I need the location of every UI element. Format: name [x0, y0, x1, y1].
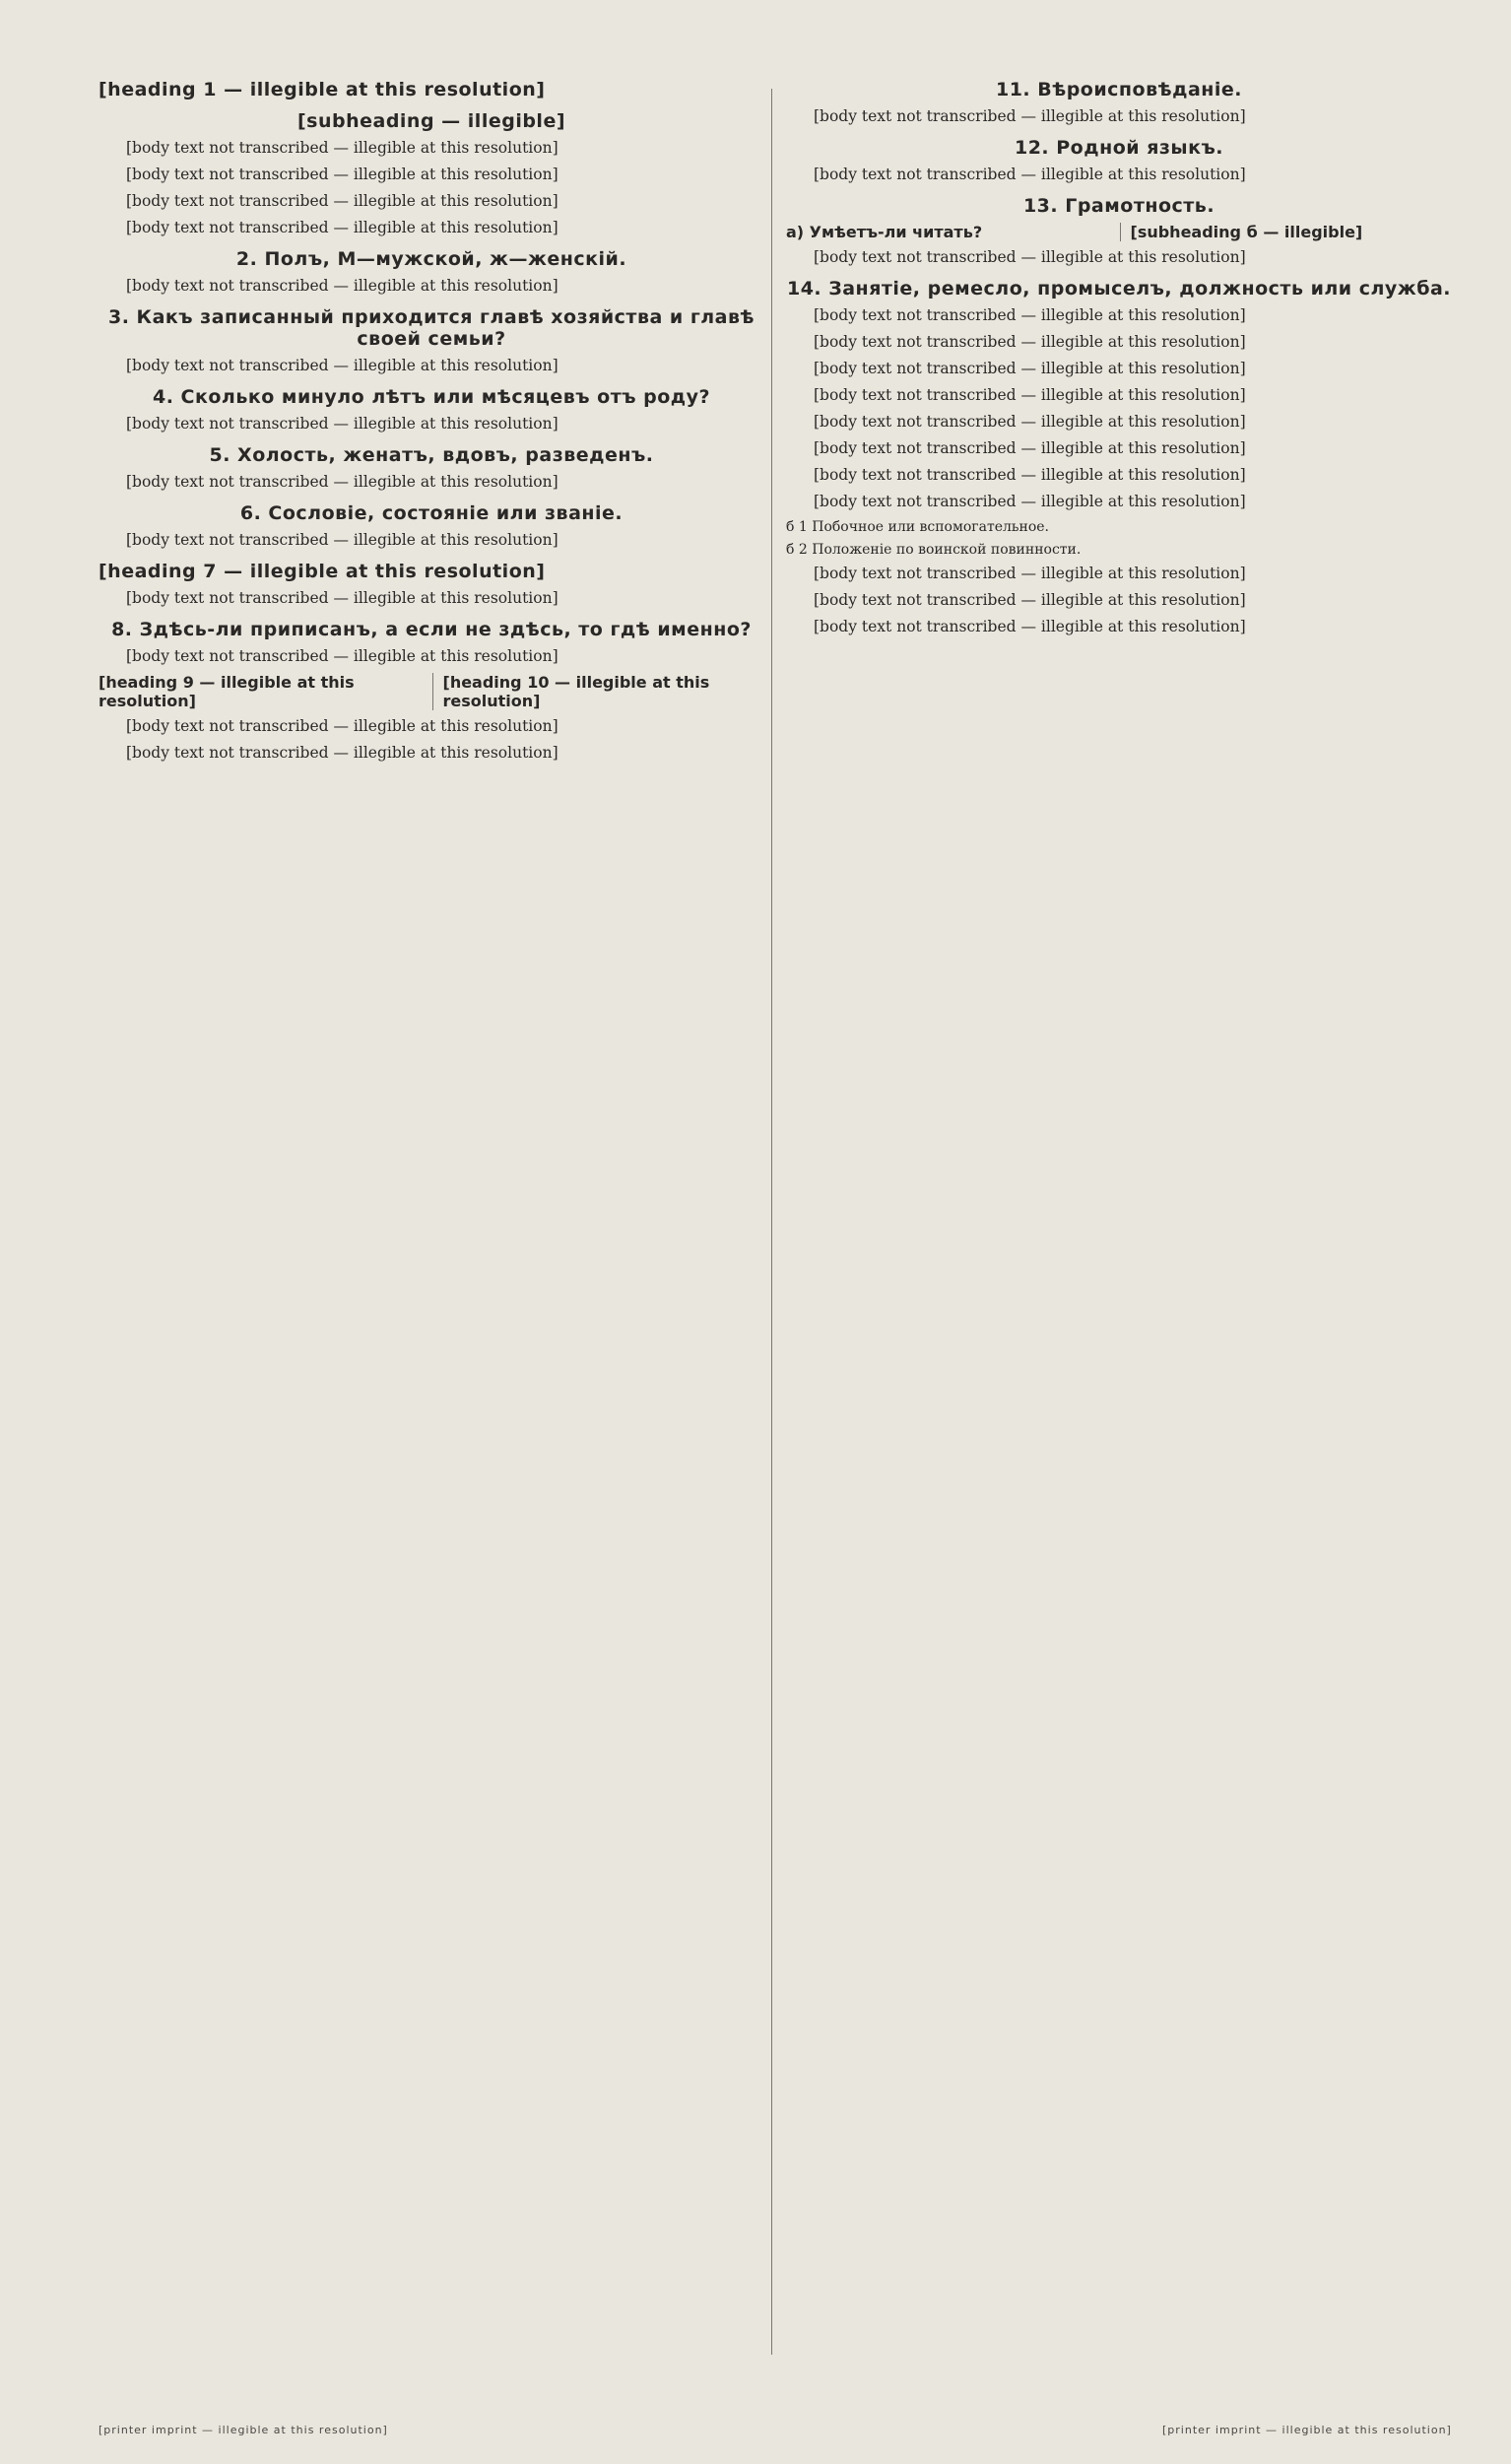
paragraph: [body text not transcribed — illegible at this resolution] [126, 277, 558, 295]
section-heading: 12. Родной языкъ. [1014, 137, 1224, 159]
section-9-10-header [99, 673, 764, 710]
section-heading: 5. Холость, женатъ, вдовъ, разведенъ. [209, 444, 654, 466]
section-heading: 3. Какъ записанный приходится главѣ хозяйства и главѣ своей семьи? [107, 306, 755, 350]
left-column [99, 69, 764, 769]
right-column [786, 69, 1452, 643]
column-divider [771, 89, 772, 2355]
section-heading: 14. Занятіе, ремесло, промыселъ, должность или служба. [786, 278, 1452, 300]
paragraph: [body text not transcribed — illegible at this resolution] [126, 589, 558, 607]
paragraph: [body text not transcribed — illegible at this resolution] [126, 415, 558, 433]
census-instructions-page [59, 69, 1452, 2436]
paragraph: [body text not transcribed — illegible at this resolution] [126, 192, 558, 210]
paragraph: [body text not transcribed — illegible at this resolution] [126, 219, 558, 236]
section-heading: 4. Сколько минуло лѣтъ или мѣсяцевъ отъ роду? [152, 386, 711, 408]
paragraph: [body text not transcribed — illegible at this resolution] [814, 248, 1246, 266]
section-heading: [heading 9 — illegible at this resolution] [99, 673, 355, 710]
section-heading: 11. Вѣроисповѣданіе. [995, 79, 1243, 100]
section-heading: 6. Сословіе, состояніе или званіе. [239, 502, 624, 524]
printer-imprint-left: [printer imprint — illegible at this resolution] [99, 2424, 388, 2436]
paragraph: [body text not transcribed — illegible at this resolution] [814, 413, 1246, 431]
paragraph: [body text not transcribed — illegible at this resolution] [814, 439, 1246, 457]
paragraph: [body text not transcribed — illegible at this resolution] [814, 591, 1246, 609]
subsection-note: б 2 Положеніе по воинской повинности. [786, 542, 1082, 558]
section-heading: [heading 1 — illegible at this resolution] [99, 79, 546, 100]
paragraph: [body text not transcribed — illegible at this resolution] [126, 166, 558, 183]
subsection-note: б 1 Побочное или вспомогательное. [786, 519, 1050, 535]
printer-imprint-right: [printer imprint — illegible at this resolution] [1162, 2424, 1452, 2436]
literacy-subheadings [786, 223, 1452, 241]
paragraph: [body text not transcribed — illegible at this resolution] [814, 333, 1246, 351]
paragraph: [body text not transcribed — illegible at this resolution] [814, 306, 1246, 324]
paragraph: [body text not transcribed — illegible at this resolution] [814, 618, 1246, 635]
paragraph: [body text not transcribed — illegible at this resolution] [814, 386, 1246, 404]
paragraph: [body text not transcribed — illegible at this resolution] [126, 744, 558, 762]
paragraph: [body text not transcribed — illegible at this resolution] [814, 107, 1246, 125]
paragraph: [body text not transcribed — illegible at this resolution] [126, 531, 558, 549]
paragraph: [body text not transcribed — illegible at this resolution] [814, 466, 1246, 484]
section-heading: 2. Полъ, М—мужской, ж—женскій. [235, 248, 627, 270]
paragraph: [body text not transcribed — illegible at this resolution] [126, 473, 558, 491]
paragraph: [body text not transcribed — illegible at this resolution] [126, 357, 558, 374]
paragraph: [body text not transcribed — illegible at this resolution] [814, 166, 1246, 183]
section-heading: [heading 10 — illegible at this resolution] [432, 673, 765, 710]
section-heading: 8. Здѣсь-ли приписанъ, а если не здѣсь, то гдѣ именно? [111, 619, 752, 640]
paragraph: [body text not transcribed — illegible at this resolution] [126, 139, 558, 157]
paragraph: [body text not transcribed — illegible at this resolution] [126, 717, 558, 735]
paragraph: [body text not transcribed — illegible at this resolution] [814, 493, 1246, 510]
section-heading: [heading 7 — illegible at this resolution] [99, 561, 546, 582]
paragraph: [body text not transcribed — illegible at this resolution] [126, 647, 558, 665]
section-subheading: [subheading — illegible] [296, 110, 566, 132]
paragraph: [body text not transcribed — illegible at this resolution] [814, 565, 1246, 582]
subheading-a: а) Умѣетъ-ли читать? [786, 223, 983, 241]
subheading-b: [subheading б — illegible] [1120, 223, 1453, 241]
paragraph: [body text not transcribed — illegible at this resolution] [814, 360, 1246, 377]
section-heading: 13. Грамотность. [1022, 195, 1215, 217]
